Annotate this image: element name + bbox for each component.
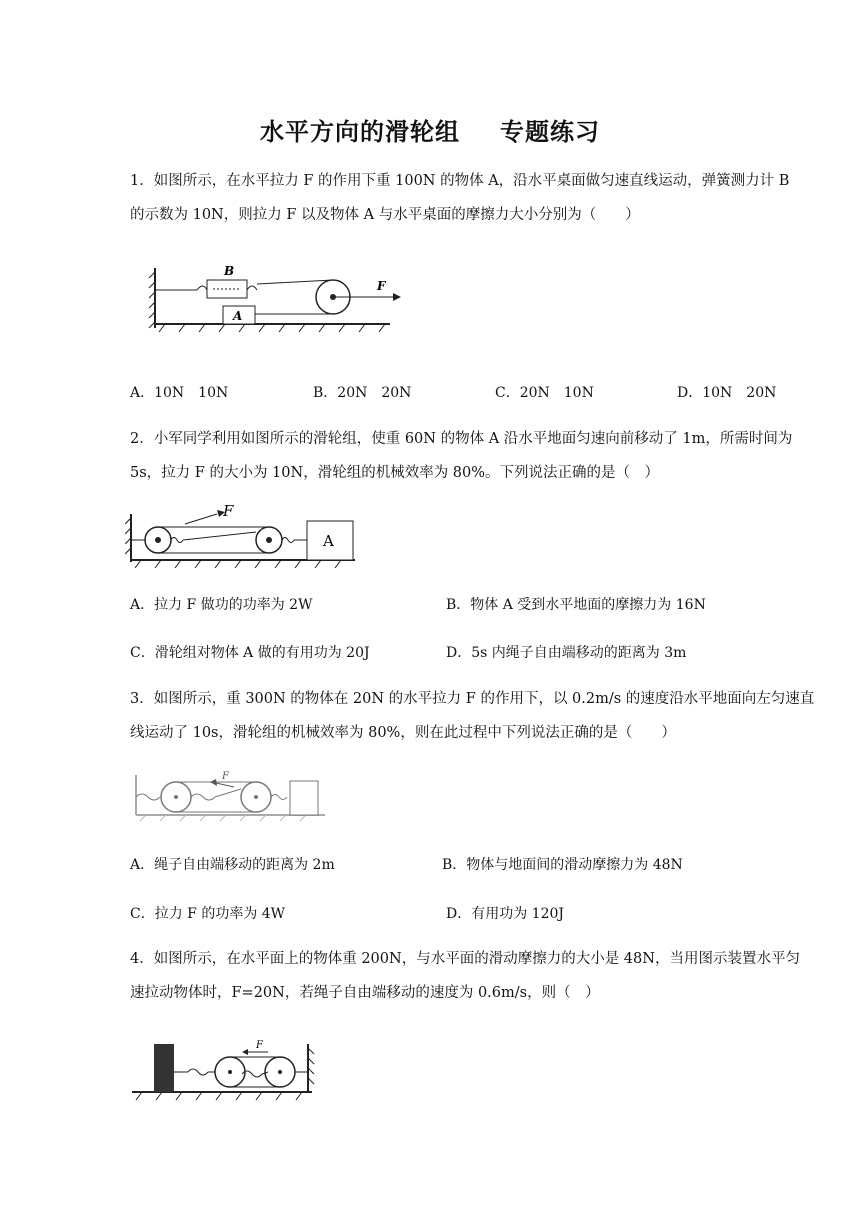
question-2-line1: 2．小军同学利用如图所示的滑轮组，使重 60N 的物体 A 沿水平地面匀速向前移动了 1m，所需时间为 <box>130 431 793 447</box>
question-1-line2: 的示数为 10N，则拉力 F 以及物体 A 与水平桌面的摩擦力大小分别为（ ） <box>130 207 640 223</box>
option-d[interactable]: D．10N 20N <box>677 385 777 401</box>
option-b[interactable]: B．20N 20N <box>313 385 412 401</box>
option-d[interactable]: D．有用功为 120J <box>446 906 565 922</box>
question-2-line2: 5s，拉力 F 的大小为 10N，滑轮组的机械效率为 80%。下列说法正确的是（ ） <box>130 465 660 481</box>
force-label: F <box>222 771 229 782</box>
question-2-figure <box>125 502 365 570</box>
option-a[interactable]: A．10N 10N <box>130 385 229 401</box>
question-3-line1: 3．如图所示，重 300N 的物体在 20N 的水平拉力 F 的作用下，以 0.2m/s 的速度沿水平地面向左匀速直 <box>130 691 815 707</box>
object-block <box>154 1044 174 1092</box>
title-part2: 专题练习 <box>500 118 600 146</box>
question-4-line2: 速拉动物体时，F=20N，若绳子自由端移动的速度为 0.6m/s，则（ ） <box>130 985 600 1001</box>
question-3-line2: 线运动了 10s，滑轮组的机械效率为 80%，则在此过程中下列说法正确的是（ ） <box>130 725 676 741</box>
option-c[interactable]: C．20N 10N <box>495 385 594 401</box>
title-part1: 水平方向的滑轮组 <box>260 118 460 146</box>
question-3-figure <box>130 765 330 825</box>
block-label: A <box>323 532 334 550</box>
page-title <box>0 112 860 147</box>
force-label: F <box>223 502 234 520</box>
option-a[interactable]: A．绳子自由端移动的距离为 2m <box>130 857 335 873</box>
option-b[interactable]: B．物体与地面间的滑动摩擦力为 48N <box>442 857 683 873</box>
spring-label: B <box>224 264 235 278</box>
block-label: A <box>233 309 243 323</box>
object-block <box>290 781 318 815</box>
option-c[interactable]: C．滑轮组对物体 A 做的有用功为 20J <box>130 645 370 661</box>
option-a[interactable]: A．拉力 F 做功的功率为 2W <box>130 597 313 613</box>
question-1-line1: 1．如图所示，在水平拉力 F 的作用下重 100N 的物体 A，沿水平桌面做匀速直线运动，弹簧测力计 B <box>130 173 790 189</box>
question-4-text <box>130 942 820 1010</box>
option-b[interactable]: B．物体 A 受到水平地面的摩擦力为 16N <box>446 597 706 613</box>
option-c[interactable]: C．拉力 F 的功率为 4W <box>130 906 286 922</box>
question-2-text <box>130 422 820 490</box>
question-1-figure <box>145 258 405 336</box>
force-label: F <box>256 1040 263 1051</box>
question-3-text <box>130 682 820 750</box>
question-1-text <box>130 164 820 232</box>
question-4-figure <box>130 1036 330 1108</box>
question-4-line1: 4．如图所示，在水平面上的物体重 200N，与水平面的滑动摩擦力的大小是 48N，当用图示装置水平匀 <box>130 951 800 967</box>
force-label: F <box>377 279 386 293</box>
option-d[interactable]: D．5s 内绳子自由端移动的距离为 3m <box>446 645 687 661</box>
